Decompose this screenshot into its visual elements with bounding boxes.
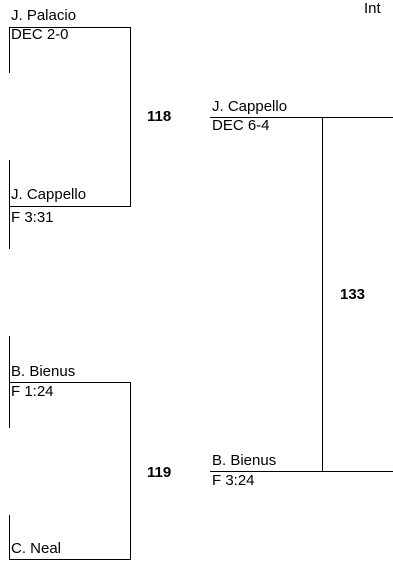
bracket-line <box>322 117 323 472</box>
bout-number: 118 <box>147 108 172 125</box>
bracket-line <box>130 27 131 207</box>
wrestler-name: B. Bienus <box>212 452 277 469</box>
bracket-line <box>9 559 131 560</box>
match-result: DEC 2-0 <box>11 26 69 43</box>
bracket-title-clipped <box>364 0 393 20</box>
bracket-line <box>9 515 10 560</box>
match-result: F 1:24 <box>11 383 54 400</box>
wrestler-name: B. Bienus <box>11 363 76 380</box>
wrestler-name: J. Cappello <box>212 98 288 115</box>
bracket-line <box>9 27 10 73</box>
wrestler-name: C. Neal <box>11 540 62 557</box>
bout-number: 133 <box>340 286 366 303</box>
bracket-title: Int <box>364 0 381 17</box>
wrestler-name: J. Palacio <box>11 7 77 24</box>
bracket-line <box>9 160 10 249</box>
bracket-line <box>130 382 131 559</box>
match-result: F 3:31 <box>11 209 54 226</box>
bracket-line <box>9 206 131 207</box>
bout-number: 119 <box>147 464 172 481</box>
match-result: DEC 6-4 <box>212 117 270 134</box>
match-result: F 3:24 <box>212 472 255 489</box>
wrestler-name: J. Cappello <box>11 186 87 203</box>
